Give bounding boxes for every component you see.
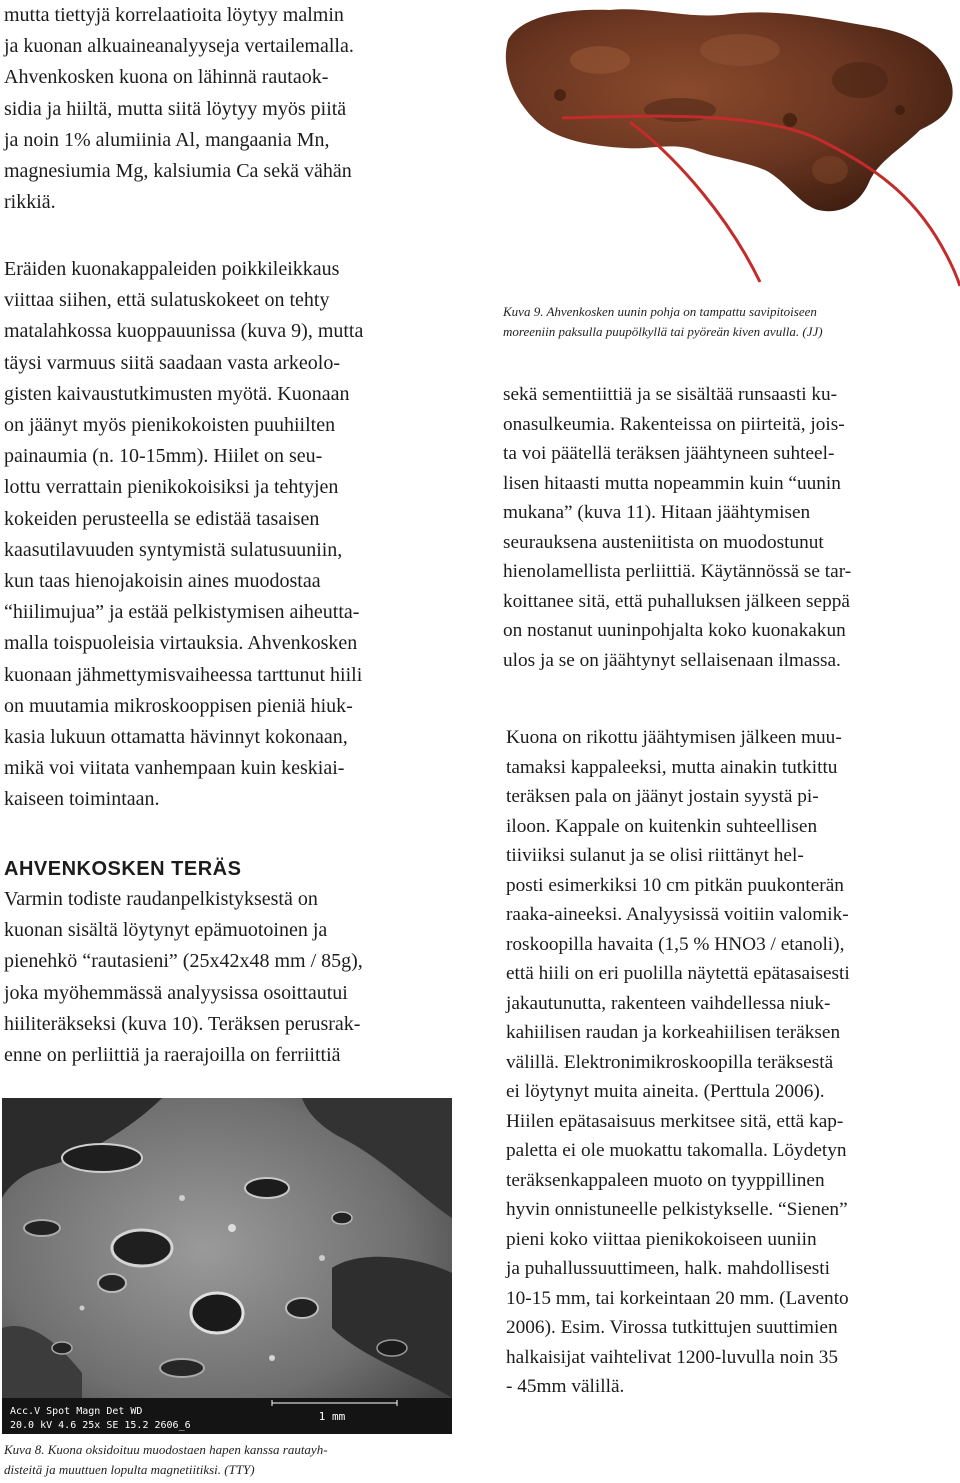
caption-kuva-8: Kuva 8. Kuona oksidoituu muodostaen hapen kanssa rautayh- disteitä ja muuttuen lopulta magnetiitiksi. (TTY) — [4, 1442, 328, 1477]
right-paragraph-1: sekä sementiittiä ja se sisältää runsaasti ku- onasulkeumia. Rakenteissa on piirteitä, jois- ta voi päätellä teräksen jäähtyneen suhteel- lisen hitaasti mutta nopeammin kuin “uunin mukana” (kuva 11). Hitaan jäähtymisen seurauksena austeniitista on muodostunut hienolamellista perliittiä. Käytännössä se tar- koittanee sitä, että puhalluksen jälkeen seppä on nostanut uuninpohjalta koko kuonakakun ulos ja se on jäähtynyt sellaisenaan ilmassa. — [503, 384, 852, 671]
caption-kuva-9: Kuva 9. Ahvenkosken uunin pohja on tampattu savipitoiseen moreeniin paksulla puupölkyllä tai pyöreän kiven avulla. (JJ) — [503, 304, 823, 339]
sem-label-row-1: Acc.V Spot Magn Det WD — [10, 1406, 143, 1417]
sem-label-row-2: 20.0 kV 4.6 25x SE 15.2 2606_6 — [10, 1420, 191, 1431]
slag-photo-figure — [500, 0, 960, 290]
sem-micrograph-image — [2, 1098, 452, 1434]
sem-micrograph-figure — [2, 1098, 452, 1434]
left-paragraph-3: Varmin todiste raudanpelkistyksestä on kuonan sisältä löytynyt epämuotoinen ja pienehkö “rautasieni” (25x42x48 mm / 85g), joka myöhemmässä analyysissa osoittautui hiiliteräkseksi (kuva 10). Teräksen perusrak- enne on perliittiä ja raerajoilla on ferriittiä — [4, 888, 363, 1067]
slag-photo-image — [500, 0, 960, 290]
right-paragraph-2: Kuona on rikottu jäähtymisen jälkeen muu- tamaksi kappaleeksi, mutta ainakin tutkittu teräksen pala on jäänyt jostain syystä pi- iloon. Kappale on kuitenkin suhteellisen tiiviiksi sulanut ja se olisi riittänyt hel- posti esimerkiksi 10 cm pitkän puukonterän raaka-aineeksi. Analyysissä voitiin valomik- roskoopilla havaita (1,5 % HNO3 / etanoli), että hiili on eri puolilla näytettä epätasaisesti jakautunutta, rakenteen vaihdellessa niuk- kahiilisen raudan ja korkeahiilisen teräksen välillä. Elektronimikroskoopilla teräksestä ei löytynyt muita aineita. (Perttula 2006). Hiilen epätasaisuus merkitsee sitä, että kap- paletta ei ole muokattu takomalla. Löydetyn teräksenkappaleen muoto on tyyppillinen hyvin onnistuneelle pelkistykselle. “Sienen” pieni koko viittaa pienikokoiseen uuniin ja puhallussuuttimeen, halk. mahdollisesti 10-15 mm, tai korkeintaan 20 mm. (Lavento 2006). Esim. Virossa tutkittujen suuttimien halkaisijat vaihtelivat 1200-luvulla noin 35 - 45mm välillä. — [506, 727, 850, 1397]
left-paragraph-2: Eräiden kuonakappaleiden poikkileikkaus viittaa siihen, että sulatuskokeet on tehty matalahkossa kuoppauunissa (kuva 9), mutta täysi varmuus siitä saadaan vasta arkeolo- gisten kaivaustutkimusten myötä. Kuonaan on jäänyt myös pienikokoisten puuhiilten painaumia (n. 10-15mm). Hiilet on seu- lottu verrattain pienikokoisiksi ja tehtyjen kokeiden perusteella se edistää tasaisen kaasutilavuuden syntymistä sulatusuuniin, kun taas hienojakoisin aines muodostaa “hiilimujua” ja estää pelkistymisen aiheutta- malla toispuoleisia virtauksia. Ahvenkosken kuonaan jähmettymisvaiheessa tarttunut hiili on muutamia mikroskooppisen pieniä hiuk- kasia lukuun ottamatta hävinnyt kokonaan, mikä voi viitata vanhempaan kuin keskiai- kaiseen toimintaan. — [4, 258, 364, 811]
section-heading: AHVENKOSKEN TERÄS — [4, 858, 242, 880]
scale-bar-label: 1 mm — [318, 1410, 346, 1423]
left-paragraph-1: mutta tiettyjä korrelaatioita löytyy malmin ja kuonan alkuaineanalyyseja vertailemalla. Ahvenkosken kuona on lähinnä rautaok- sidia ja hiiltä, mutta siitä löytyy myös piitä ja noin 1% alumiinia Al, mangaania Mn, magnesiumia Mg, kalsiumia Ca sekä vähän rikkiä. — [4, 4, 354, 214]
